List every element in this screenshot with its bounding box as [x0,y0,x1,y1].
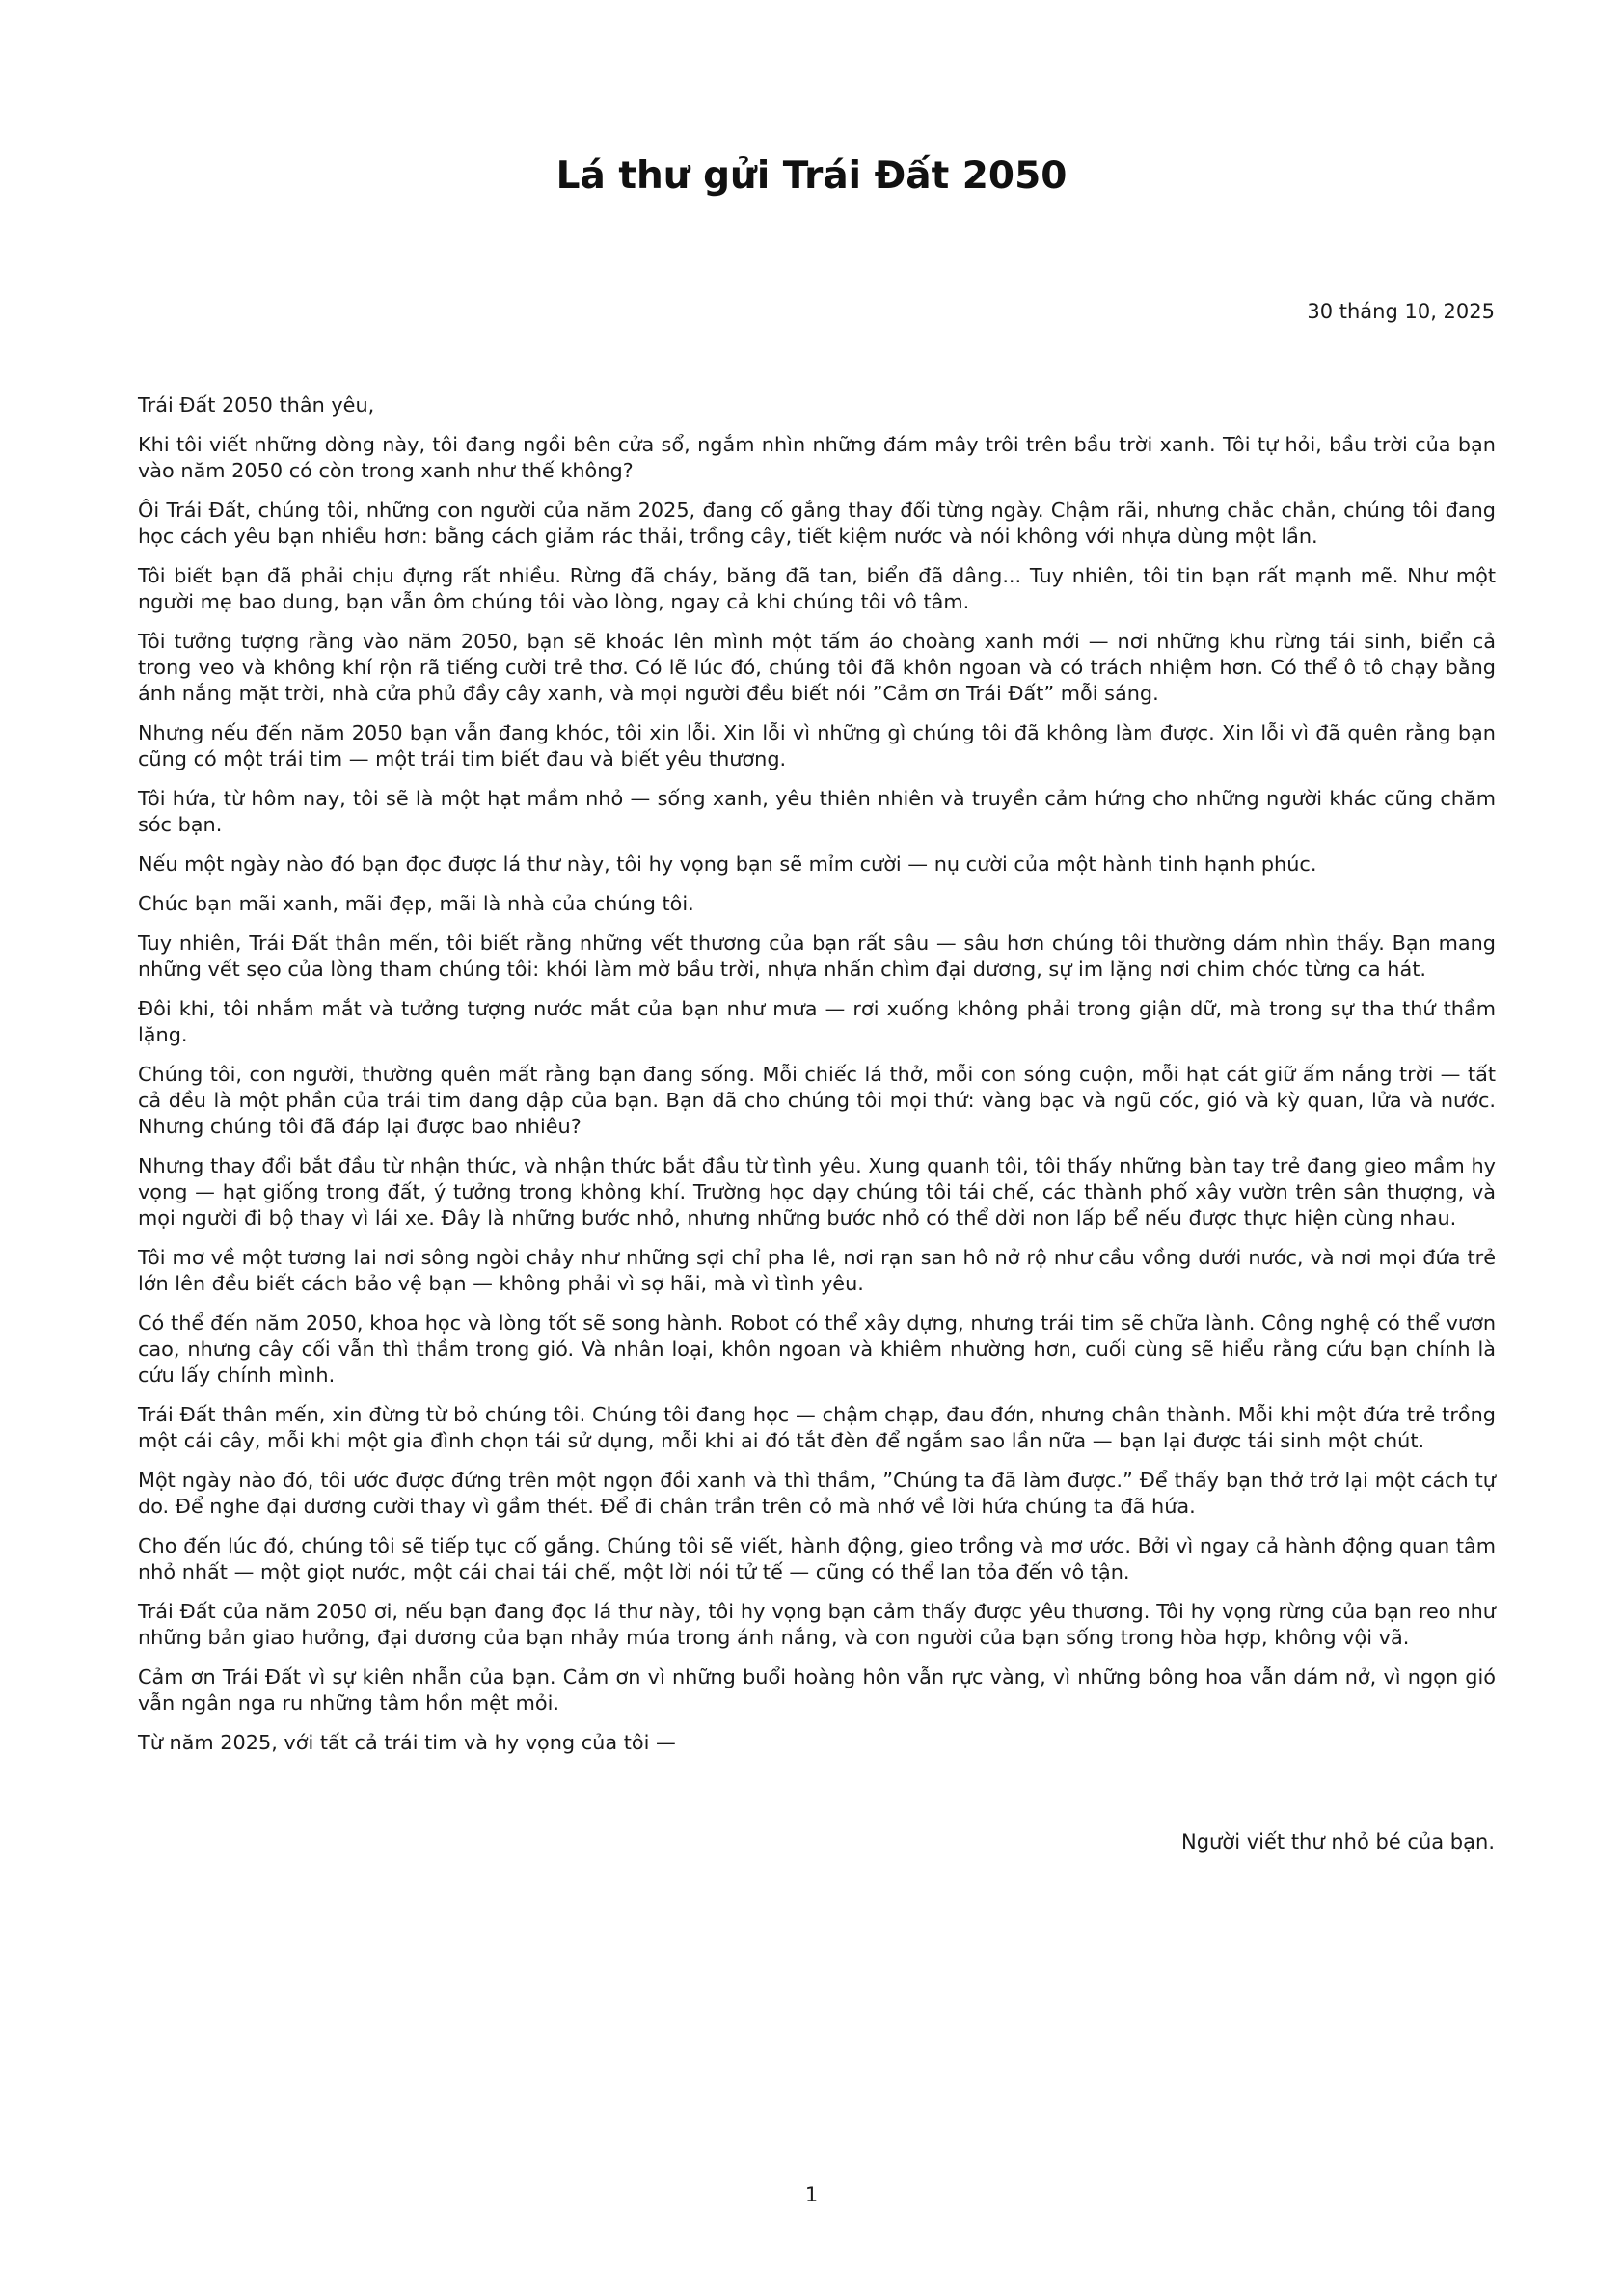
paragraph: Nếu một ngày nào đó bạn đọc được lá thư này, tôi hy vọng bạn sẽ mỉm cười — nụ cười của một hành tinh hạnh phúc. [138,852,1317,876]
salutation: Trái Đất 2050 thân yêu, [138,393,375,417]
page-number: 1 [804,2183,819,2206]
paragraph: Chúng tôi, con người, thường quên mất rằng bạn đang sống. Mỗi chiếc lá thở, mỗi con sóng cuộn, mỗi hạt cát giữ ấm nắng trời — tất cả đều là một phần của trái tim đang đập của bạn. Bạn đã cho chúng tôi mọi thứ: vàng bạc và ngũ cốc, gió và kỳ quan, lửa và nước. Nhưng chúng tôi đã đáp lại được bao nhiêu? [138,1063,1496,1138]
closing-line: Từ năm 2025, với tất cả trái tim và hy vọng của tôi — [138,1731,676,1754]
paragraph: Đôi khi, tôi nhắm mắt và tưởng tượng nước mắt của bạn như mưa — rơi xuống không phải trong giận dữ, mà trong sự tha thứ thầm lặng. [138,997,1496,1046]
letter-title: Lá thư gửi Trái Đất 2050 [555,154,1068,198]
paragraph: Nhưng thay đổi bắt đầu từ nhận thức, và nhận thức bắt đầu từ tình yêu. Xung quanh tôi, tôi thấy những bàn tay trẻ đang gieo mầm hy vọng — hạt giống trong đất, ý tưởng trong không khí. Trường học dạy chúng tôi tái chế, các thành phố xây vườn trên sân thượng, và mọi người đi bộ thay vì lái xe. Đây là những bước nhỏ, nhưng những bước nhỏ có thể dời non lấp bể nếu được thực hiện cùng nhau. [138,1154,1496,1229]
paragraph: Ôi Trái Đất, chúng tôi, những con người của năm 2025, đang cố gắng thay đổi từng ngày. Chậm rãi, nhưng chắc chắn, chúng tôi đang học cách yêu bạn nhiều hơn: bằng cách giảm rác thải, trồng cây, tiết kiệm nước và nói không với nhựa dùng một lần. [138,499,1496,548]
paragraph: Khi tôi viết những dòng này, tôi đang ngồi bên cửa sổ, ngắm nhìn những đám mây trôi trên bầu trời xanh. Tôi tự hỏi, bầu trời của bạn vào năm 2050 có còn trong xanh như thế không? [138,433,1496,482]
paragraph: Nhưng nếu đến năm 2050 bạn vẫn đang khóc, tôi xin lỗi. Xin lỗi vì những gì chúng tôi đã không làm được. Xin lỗi vì đã quên rằng bạn cũng có một trái tim — một trái tim biết đau và biết yêu thương. [138,721,1496,770]
signature: Người viết thư nhỏ bé của bạn. [1181,1830,1495,1853]
paragraph: Cho đến lúc đó, chúng tôi sẽ tiếp tục cố gắng. Chúng tôi sẽ viết, hành động, gieo trồng và mơ ước. Bởi vì ngay cả hành động quan tâm nhỏ nhất — một giọt nước, một cái chai tái chế, một lời nói tử tế — cũng có thể lan tỏa đến vô tận. [138,1534,1496,1583]
paragraph: Một ngày nào đó, tôi ước được đứng trên một ngọn đồi xanh và thì thầm, ”Chúng ta đã làm được.” Để thấy bạn thở trở lại một cách tự do. Để nghe đại dương cười thay vì gầm thét. Để đi chân trần trên cỏ mà nhớ về lời hứa chúng ta đã hứa. [138,1469,1496,1518]
paragraph: Tôi biết bạn đã phải chịu đựng rất nhiều. Rừng đã cháy, băng đã tan, biển đã dâng... Tuy nhiên, tôi tin bạn rất mạnh mẽ. Như một người mẹ bao dung, bạn vẫn ôm chúng tôi vào lòng, ngay cả khi chúng tôi vô tâm. [138,564,1496,613]
paragraph: Trái Đất của năm 2050 ơi, nếu bạn đang đọc lá thư này, tôi hy vọng bạn cảm thấy được yêu thương. Tôi hy vọng rừng của bạn reo như những bản giao hưởng, đại dương của bạn nhảy múa trong ánh nắng, và con người của bạn sống trong hòa hợp, không vội vã. [138,1600,1496,1649]
paragraph: Tôi hứa, từ hôm nay, tôi sẽ là một hạt mầm nhỏ — sống xanh, yêu thiên nhiên và truyền cảm hứng cho những người khác cũng chăm sóc bạn. [138,787,1496,836]
paragraph: Cảm ơn Trái Đất vì sự kiên nhẫn của bạn. Cảm ơn vì những buổi hoàng hôn vẫn rực vàng, vì những bông hoa vẫn dám nở, vì ngọn gió vẫn ngân nga ru những tâm hồn mệt mỏi. [138,1665,1496,1715]
paragraph: Chúc bạn mãi xanh, mãi đẹp, mãi là nhà của chúng tôi. [138,892,694,915]
paragraph: Có thể đến năm 2050, khoa học và lòng tốt sẽ song hành. Robot có thể xây dựng, nhưng trái tim sẽ chữa lành. Công nghệ có thể vươn cao, nhưng cây cối vẫn thì thầm trong gió. Và nhân loại, khôn ngoan và khiêm nhường hơn, cuối cùng sẽ hiểu rằng cứu bạn chính là cứu lấy chính mình. [138,1311,1496,1387]
paragraph: Trái Đất thân mến, xin đừng từ bỏ chúng tôi. Chúng tôi đang học — chậm chạp, đau đớn, nhưng chân thành. Mỗi khi một đứa trẻ trồng một cái cây, mỗi khi một gia đình chọn tái sử dụng, mỗi khi ai đó tắt đèn để ngắm sao lần nữa — bạn lại được tái sinh một chút. [138,1403,1496,1452]
letter-date: 30 tháng 10, 2025 [1307,300,1495,323]
letter-body [138,392,1496,1769]
paragraph: Tôi mơ về một tương lai nơi sông ngòi chảy như những sợi chỉ pha lê, nơi rạn san hô nở rộ như cầu vồng dưới nước, và nơi mọi đứa trẻ lớn lên đều biết cách bảo vệ bạn — không phải vì sợ hãi, mà vì tình yêu. [138,1246,1496,1295]
paragraph: Tôi tưởng tượng rằng vào năm 2050, bạn sẽ khoác lên mình một tấm áo choàng xanh mới — nơi những khu rừng tái sinh, biển cả trong veo và không khí rộn rã tiếng cười trẻ thơ. Có lẽ lúc đó, chúng tôi đã khôn ngoan và có trách nhiệm hơn. Có thể ô tô chạy bằng ánh nắng mặt trời, nhà cửa phủ đầy cây xanh, và mọi người đều biết nói ”Cảm ơn Trái Đất” mỗi sáng. [138,630,1496,705]
paragraph: Tuy nhiên, Trái Đất thân mến, tôi biết rằng những vết thương của bạn rất sâu — sâu hơn chúng tôi thường dám nhìn thấy. Bạn mang những vết sẹo của lòng tham chúng tôi: khói làm mờ bầu trời, nhựa nhấn chìm đại dương, sự im lặng nơi chim chóc từng ca hát. [138,932,1496,981]
